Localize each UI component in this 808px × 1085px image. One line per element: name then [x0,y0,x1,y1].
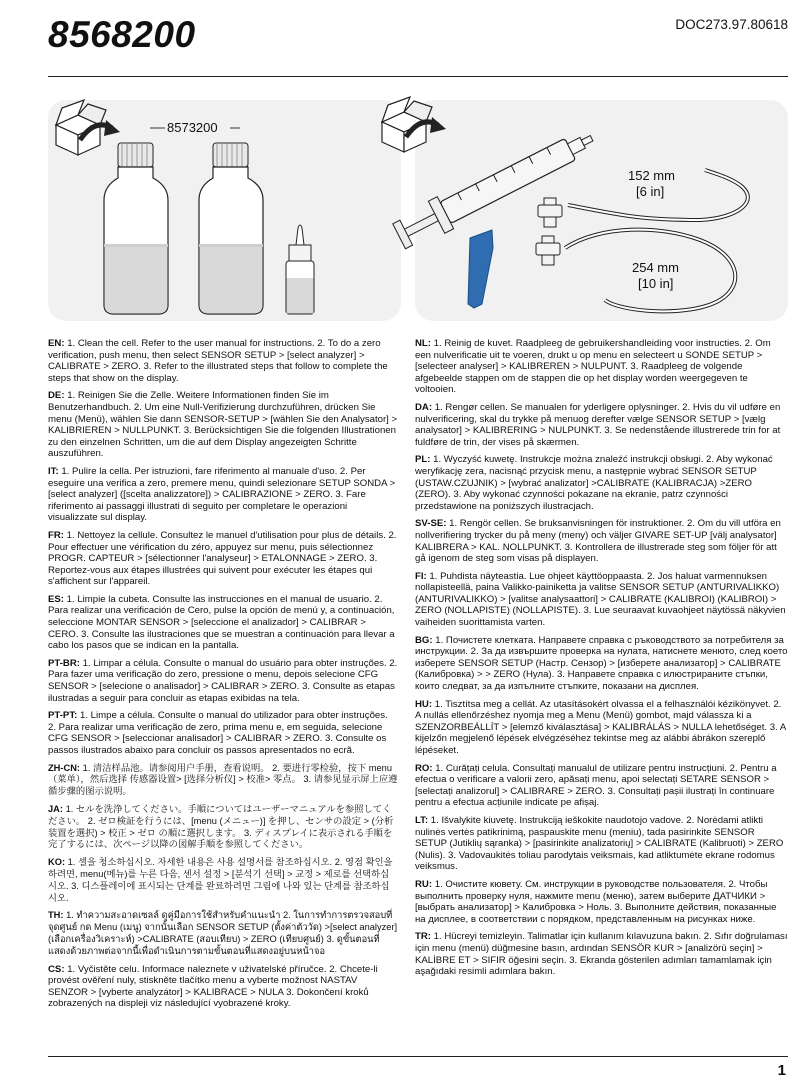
instruction-block [415,763,788,809]
language-code: ZH-CN: [48,762,81,773]
instruction-block [48,658,398,704]
blue-tip [468,230,493,308]
standard-bottle-1 [104,143,168,314]
language-code: FI: [415,570,427,582]
instruction-block [48,466,398,524]
tube-short-length-mm: 152 mm [628,168,675,183]
instruction-block [415,402,788,448]
document-title: 8568200 [48,14,196,55]
instruction-block [48,763,398,798]
instruction-block [415,699,788,757]
language-code: RU: [415,878,433,890]
footer-rule [48,1056,788,1057]
instruction-text: 1. 清洁样品池。请参阅用户手册，查看说明。 2. 要进行零检验，按下 menu（菜单），然后选择 传感器设置> [选择分析仪] > 校准> 零点。 3. 请参见显示屏上应遵循步骤的图示说明。 [48,762,398,797]
tube-long-length-mm: 254 mm [632,260,679,275]
instruction-text: 1. Tisztítsa meg a cellát. Az utasításokért olvassa el a felhasználói kézikönyvet. 2. A nullás ellenőrzéshez nyomja meg a Menu (Menü) gombot, majd válassza ki a SZENZORBEÁLLÍT > [elemző kiválasztása] > KALIBRÁLÁS > NULLA lehetőséget. 3. A kijelzőn megjelenő lépések elvégzéséhez tekintse meg az alábbi ábrákon szereplő lépéseket. [415,698,786,756]
arrow-head-icon [104,120,120,136]
fitting-1 [538,198,562,227]
language-code: LT: [415,814,429,826]
language-code: IT: [48,465,59,477]
language-code: ES: [48,593,64,605]
tube-long-length-in: [10 in] [638,276,674,291]
instruction-text: 1. Clean the cell. Refer to the user manual for instructions. 2. To do a zero verification, push menu, then select SENSOR SETUP > [select analyzer] > CALIBRATE > ZERO. 3. Refer to the illustrated steps that follow to complete the steps that show on the display. [48,338,388,384]
language-code: PT-BR: [48,657,80,669]
language-code: DA: [415,401,433,413]
instruction-block [48,710,398,756]
instructions-left-column [48,338,398,1016]
instruction-text: 1. ทำความสะอาดเซลล์ ดูคู่มือการใช้สำหรับคำแนะนำ 2. ในการทำการตรวจสอบที่จุดศูนย์ กด Menu (เมนู) จากนั้นเลือก SENSOR SETUP (ตั้งค่าตัววัด) >[select analyzer] (เลือกเครื่องวิเคราะห์) >CALIBRATE (สอบเทียบ) > ZERO (เทียบศูนย์) 3. ดูขั้นตอนที่แสดงด้วยภาพต่อจากนี้เพื่อดำเนินการตามขั้นตอนที่แสดงอยู่บนหน้าจอ [48,910,398,956]
instruction-block [48,338,398,384]
dropper-bottle [286,225,314,314]
instruction-text: 1. Nettoyez la cellule. Consultez le manuel d'utilisation pour plus de détails. 2. Pour effectuer une vérification du zéro, appuyez sur menu, puis sélectionnez PROGR. CAPTEUR > [sélectionner l'analyseur] > ETALONNAGE > ZERO. 3. Reportez-vous aux étapes illustrées qui suivent pour exécuter les étapes qui s'affichent sur l'appareil. [48,529,397,588]
arrow-head-icon-right [430,117,446,133]
instruction-block [415,879,788,925]
tube-short-length-in: [6 in] [636,184,665,199]
standard-bottle-2 [199,143,263,314]
part-number-label: 8573200 [167,120,218,135]
language-code: BG: [415,634,433,646]
language-code: HU: [415,698,433,710]
instruction-text: 1. セルを洗浄してください。手順についてはユーザーマニュアルを参照してください。 2. ゼロ検証を行うには、[menu (メニュー)] を押し、センサの設定 > (分析装置を選択) > 校正 > ゼロ の順に選択します。 3. ディスプレイに表示される手順を完了するには、次ページ以降の図解手順を参照してください。 [48,803,394,850]
instruction-text: 1. Очистите кювету. См. инструкции в руководстве пользователя. 2. Чтобы выполнить проверку нуля, нажмите menu (меню), затем выберите ДАТЧИКИ > [выбрать анализатор] > Калибровка > Ноль. 3. Выполните действия, показанные на дисплее, в соответствии с порядком, представленным на рисунках ниже. [415,878,777,925]
instruction-block [48,594,398,652]
instruction-block [415,635,788,693]
instruction-block [48,804,398,851]
instruction-text: 1. Limpar a célula. Consulte o manual do usuário para obter instruções. 2. Para fazer uma verificação do zero, pressione o menu, depois selecione CFG SENSOR > [selecione o analisador] > CALIBRAR > ZERO. 3. Consulte as etapas ilustradas a seguir para concluir as etapas exibidas na tela. [48,657,398,704]
instruction-block [415,815,788,873]
instruction-text: 1. Reinigen Sie die Zelle. Weitere Informationen finden Sie im Benutzerhandbuch. 2. Um eine Null-Verifizierung durchzuführen, drücken Sie menu (Menü), wählen Sie dann SENSOR-SETUP > [wählen Sie den Analysator] > KALIBRIEREN > NULLPUNKT. 3. Berücksichtigen Sie die folgenden Illustrationen zu den einzelnen Schritten, um die auf dem Display angezeigten Schritte auszuführen. [48,390,398,460]
instruction-block [48,857,398,904]
instruction-text: 1. Hücreyi temizleyin. Talimatlar için kullanım kılavuzuna bakın. 2. Sıfır doğrulaması için menu (menü) düğmesine basın, ardından SENSÖR KUR > [analizörü seçin] > KALİBRE ET > SIFIR öğesini seçin. 3. Ekranda gösterilen adımları tamamlamak için aşağıdaki resimli adımlara bakın. [415,931,788,978]
instruction-block [415,454,788,512]
language-code: FR: [48,529,64,541]
instruction-text: 1. Wyczyść kuwetę. Instrukcje można znaleźć instrukcji obsługi. 2. Aby wykonać weryfikację zera, nacisnąć przycisk menu, a następnie wybrać SENSOR SETUP (USTAW.CZUJNIK) > [wybrać analizator] >CALIBRATE (KALIBRACJA) >ZERO (ZERO). 3. Aby wykonać czynności pokazane na ekranie, patrz czynności przedstawione na poniższych ilustracjach. [415,454,773,512]
document-code: DOC273.97.80618 [675,17,788,32]
illustration [0,0,808,330]
language-code: KO: [48,857,66,868]
fitting-2 [536,236,560,265]
instruction-text: 1. Pulire la cella. Per istruzioni, fare riferimento al manuale d'uso. 2. Per eseguire una verifica a zero, premere menu, quindi selezionare SETUP SONDA > [select analyzer] ([scelta analizzatore]) > CALIBRAZIONE > ZERO. 3. Fare riferimento ai passaggi illustrati di seguito per completare le operazioni visualizzate sul display. [48,465,396,524]
instruction-block [415,338,788,396]
language-code: NL: [415,338,431,349]
language-code: TR: [415,931,431,943]
instruction-block [48,530,398,588]
instruction-text: 1. Reinig de kuvet. Raadpleeg de gebruikershandleiding voor instructies. 2. Om een nulverificatie uit te voeren, drukt u op menu en selecteert u SONDE SETUP > [selecteer analyser] > KALIBREREN > NULPUNT. 3. Raadpleeg de volgende afgebeelde stappen om de stappen die op het display worden weergegeven te voltooien. [415,338,771,396]
instruction-block [415,518,788,564]
instruction-text: 1. Limpe a célula. Consulte o manual do utilizador para obter instruções. 2. Para realizar uma verificação de zero, prima menu e, em seguida, selecione CFG SENSOR > [seleccionar analisador] > CALIBRAR > ZERO. 3. Consulte os passos ilustrados abaixo para concluir os passos apresentados no ecrã. [48,710,388,756]
instruction-text: 1. Rengør cellen. Se manualen for yderligere oplysninger. 2. Hvis du vil udføre en nulverificering, skal du trykke på menuog derefter vælge SENSOR SETUP > [vælg analysator] > KALIBRERING > NULPUNKT. 3. Se nedenstående illustrerede trin for at fuldføre de trin, der vises på skærmen. [415,401,781,448]
language-code: DE: [48,390,65,402]
instruction-text: 1. Puhdista näyteastia. Lue ohjeet käyttöoppaasta. 2. Jos haluat varmennuksen nollapisteellä, paina Valikko-painiketta ja valitse SENSOR SETUP (ANTURIVALIKKO) (ANTURIVALIKKO) > [valitse analysaattori] > CALIBRATE (KALIBROI) (KALIBROI) > ZERO (NOLLAPISTE) (NOLLAPISTE). 3. Lue seuraavat kuvaohjeet näytössä näkyvien vaiheiden suorittamista varten. [415,570,786,629]
instruction-text: 1. Vyčistěte celu. Informace naleznete v uživatelské příručce. 2. Chcete-li provést ověření nuly, stiskněte tlačítko menu a vyberte možnost NASTAV SENZOR > [vyberte analyzátor] > KALIBRACE > NULA 3. Dokončení kroků zobrazených na displeji viz následující vyobrazené kroky. [48,963,378,1010]
language-code: RO: [415,762,433,774]
instruction-block [48,390,398,460]
instruction-text: 1. Rengör cellen. Se bruksanvisningen för instruktioner. 2. Om du vill utföra en nollverifiering trycker du på meny (meny) och väljer GIVARE SET-UP [välj analysator] KALIBRERA > KAL. NOLLPUNKT. 3. Kontrollera de illustrerade steg som följer för att gå igenom de steg som visas på displayen. [415,518,781,565]
instruction-text: 1. Limpie la cubeta. Consulte las instrucciones en el manual de usuario. 2. Para realizar una verificación de Cero, pulse la opción de menú y, a continuación, seleccione MONTAR SENSOR > [seleccione el analizador] > CALIBRAR > CERO. 3. Consulte las ilustraciones que se muestran a continuación para llevar a cabo los pasos que se indican en la pantalla. [48,593,395,652]
language-code: TH: [48,910,64,921]
instruction-text: 1. Išvalykite kiuvetę. Instrukciją ieškokite naudotojo vadove. 2. Norėdami atlikti nulinės vertės patikrinimą, paspauskite menu (meniu), tada pasirinkite SENSOR SETUP (Jutiklių sąranka) > [pasirinkite analizatorių] > CALIBRATE (Kalibruoti) > ZERO (Nulis). 3. Vadovaukitės toliau parodytais veiksmais, kad atliktumėte ekrane rodomus veiksmus. [415,814,784,873]
instruction-text: 1. Почистете клетката. Направете справка с ръководството за потребителя за инструкции. 2. За да извършите проверка на нулата, натиснете менюто, след което изберете SENSOR SETUP (Настр. Сензор) > [изберете анализатор] > CALIBRATE (Калибровка) > > ZERO (Нула). 3. Направете справка с илюстрираните стъпки, които следват, за да изпълните стъпките, показани на дисплея. [415,634,788,693]
language-code: PT-PT: [48,710,78,722]
instruction-text: 1. Curățați celula. Consultați manualul de utilizare pentru instrucțiuni. 2. Pentru a efectua o verificare a valorii zero, apăsați menu, apoi selectați SETARE SENSOR > [selectați analizorul] > CALIBRARE > ZERO. 3. Consultați pașii ilustrați în continuare pentru a efectua acțiunile indicate pe afișaj. [415,762,777,809]
page-number: 1 [777,1062,786,1079]
language-code: PL: [415,454,431,466]
instruction-text: 1. 셀을 청소하십시오. 자세한 내용은 사용 설명서를 참조하십시오. 2. 영점 확인을 하려면, menu(메뉴)를 누른 다음, 센서 설정 > [분석기 선택] > 교정 > 제로를 선택하십시오. 3. 디스플레이에 표시되는 단계를 완료하려면 그림에 나와 있는 단계를 참조하십시오. [48,857,393,903]
language-code: SV-SE: [415,518,447,530]
instructions-right-column [415,338,788,984]
instruction-block [48,910,398,957]
instruction-block [48,964,398,1010]
instruction-block [415,571,788,629]
language-code: EN: [48,338,65,349]
language-code: JA: [48,803,63,814]
instruction-block [415,931,788,977]
language-code: CS: [48,963,65,975]
